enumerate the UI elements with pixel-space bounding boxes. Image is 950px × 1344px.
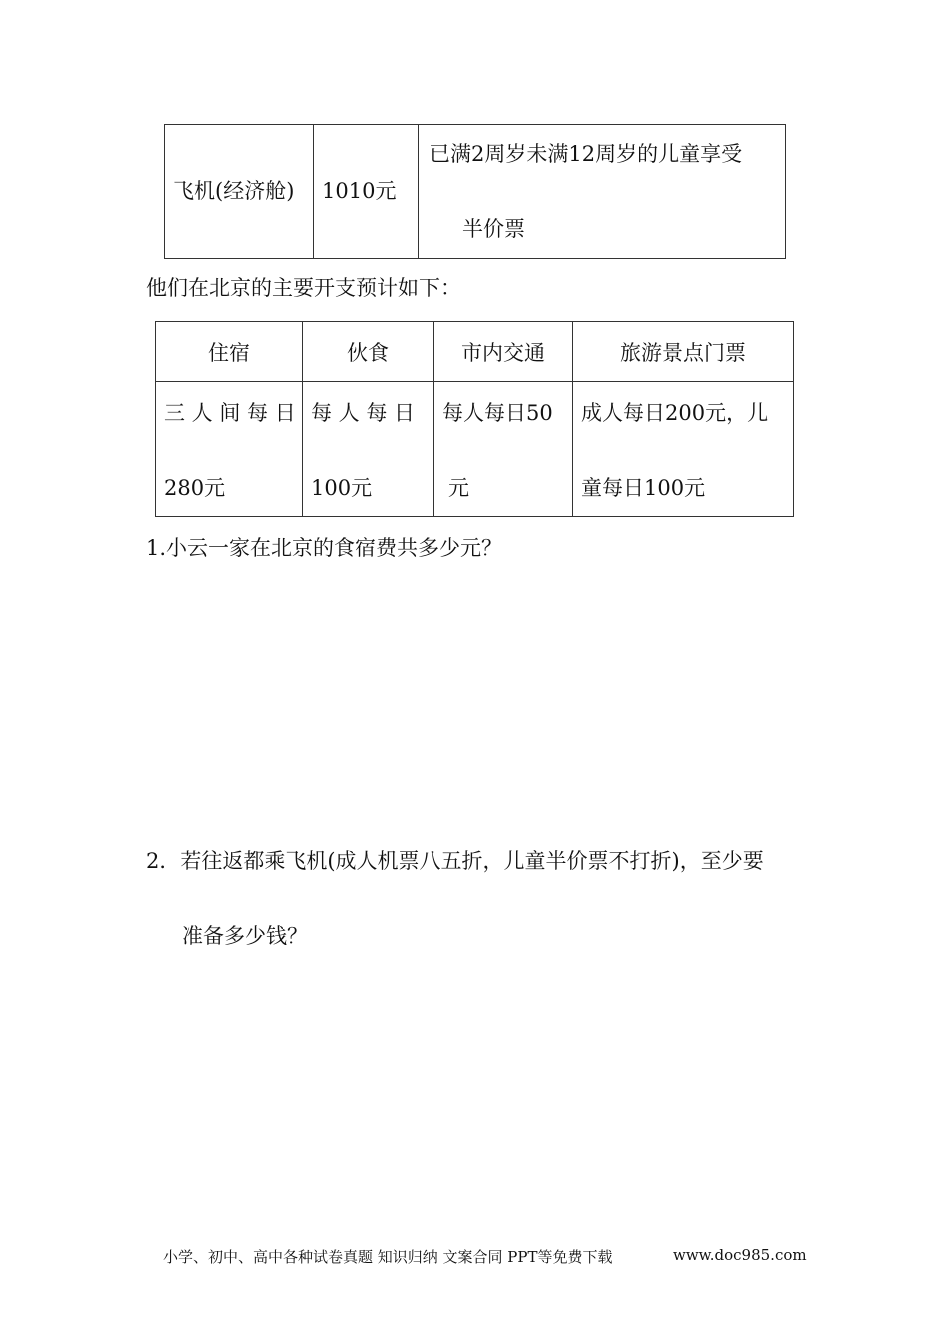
meals-line2: 100元 [311,476,373,500]
transport-note-cell [419,125,786,259]
footer-text: 小学、初中、高中各种试卷真题 知识归纳 文案合同 PPT等免费下载 [163,1248,613,1266]
header-lodging: 住宿 [208,341,250,365]
lodging-cell [156,382,303,517]
transport-note-line2: 半价票 [462,217,525,241]
header-cell-lodging [156,322,303,382]
transport-price: 1010元 [322,179,397,203]
header-transit: 市内交通 [461,341,545,365]
header-tickets: 旅游景点门票 [620,341,746,365]
transit-line1: 每人每日50 [442,401,553,425]
header-cell-transit [434,322,573,382]
header-cell-meals [303,322,434,382]
table-row [165,125,786,259]
transport-mode: 飞机(经济舱) [173,179,295,203]
question-1: 1.小云一家在北京的食宿费共多少元？ [146,536,503,560]
transit-cell [434,382,573,517]
question-2-line1: 2．若往返都乘飞机(成人机票八五折，儿童半价票不打折)，至少要 [146,849,764,873]
intro-text: 他们在北京的主要开支预计如下： [146,276,461,300]
tickets-line2: 童每日100元 [581,476,706,500]
footer-website: www.doc985.com [673,1246,807,1264]
expense-table [155,321,794,517]
lodging-line1: 三 人 间 每 日 [164,401,296,425]
header-cell-tickets [573,322,794,382]
transport-mode-cell [165,125,314,259]
table-row [156,382,794,517]
lodging-line2: 280元 [164,476,226,500]
meals-line1: 每 人 每 日 [311,401,416,425]
tickets-line1: 成人每日200元，儿 [581,401,769,425]
meals-cell [303,382,434,517]
transport-table [164,124,786,259]
table-header-row [156,322,794,382]
tickets-cell [573,382,794,517]
header-meals: 伙食 [347,341,389,365]
transport-price-cell [314,125,419,259]
transit-line2: 元 [448,476,469,500]
question-2-line2: 准备多少钱？ [182,924,308,948]
transport-note-line1: 已满2周岁未满12周岁的儿童享受 [429,142,743,166]
